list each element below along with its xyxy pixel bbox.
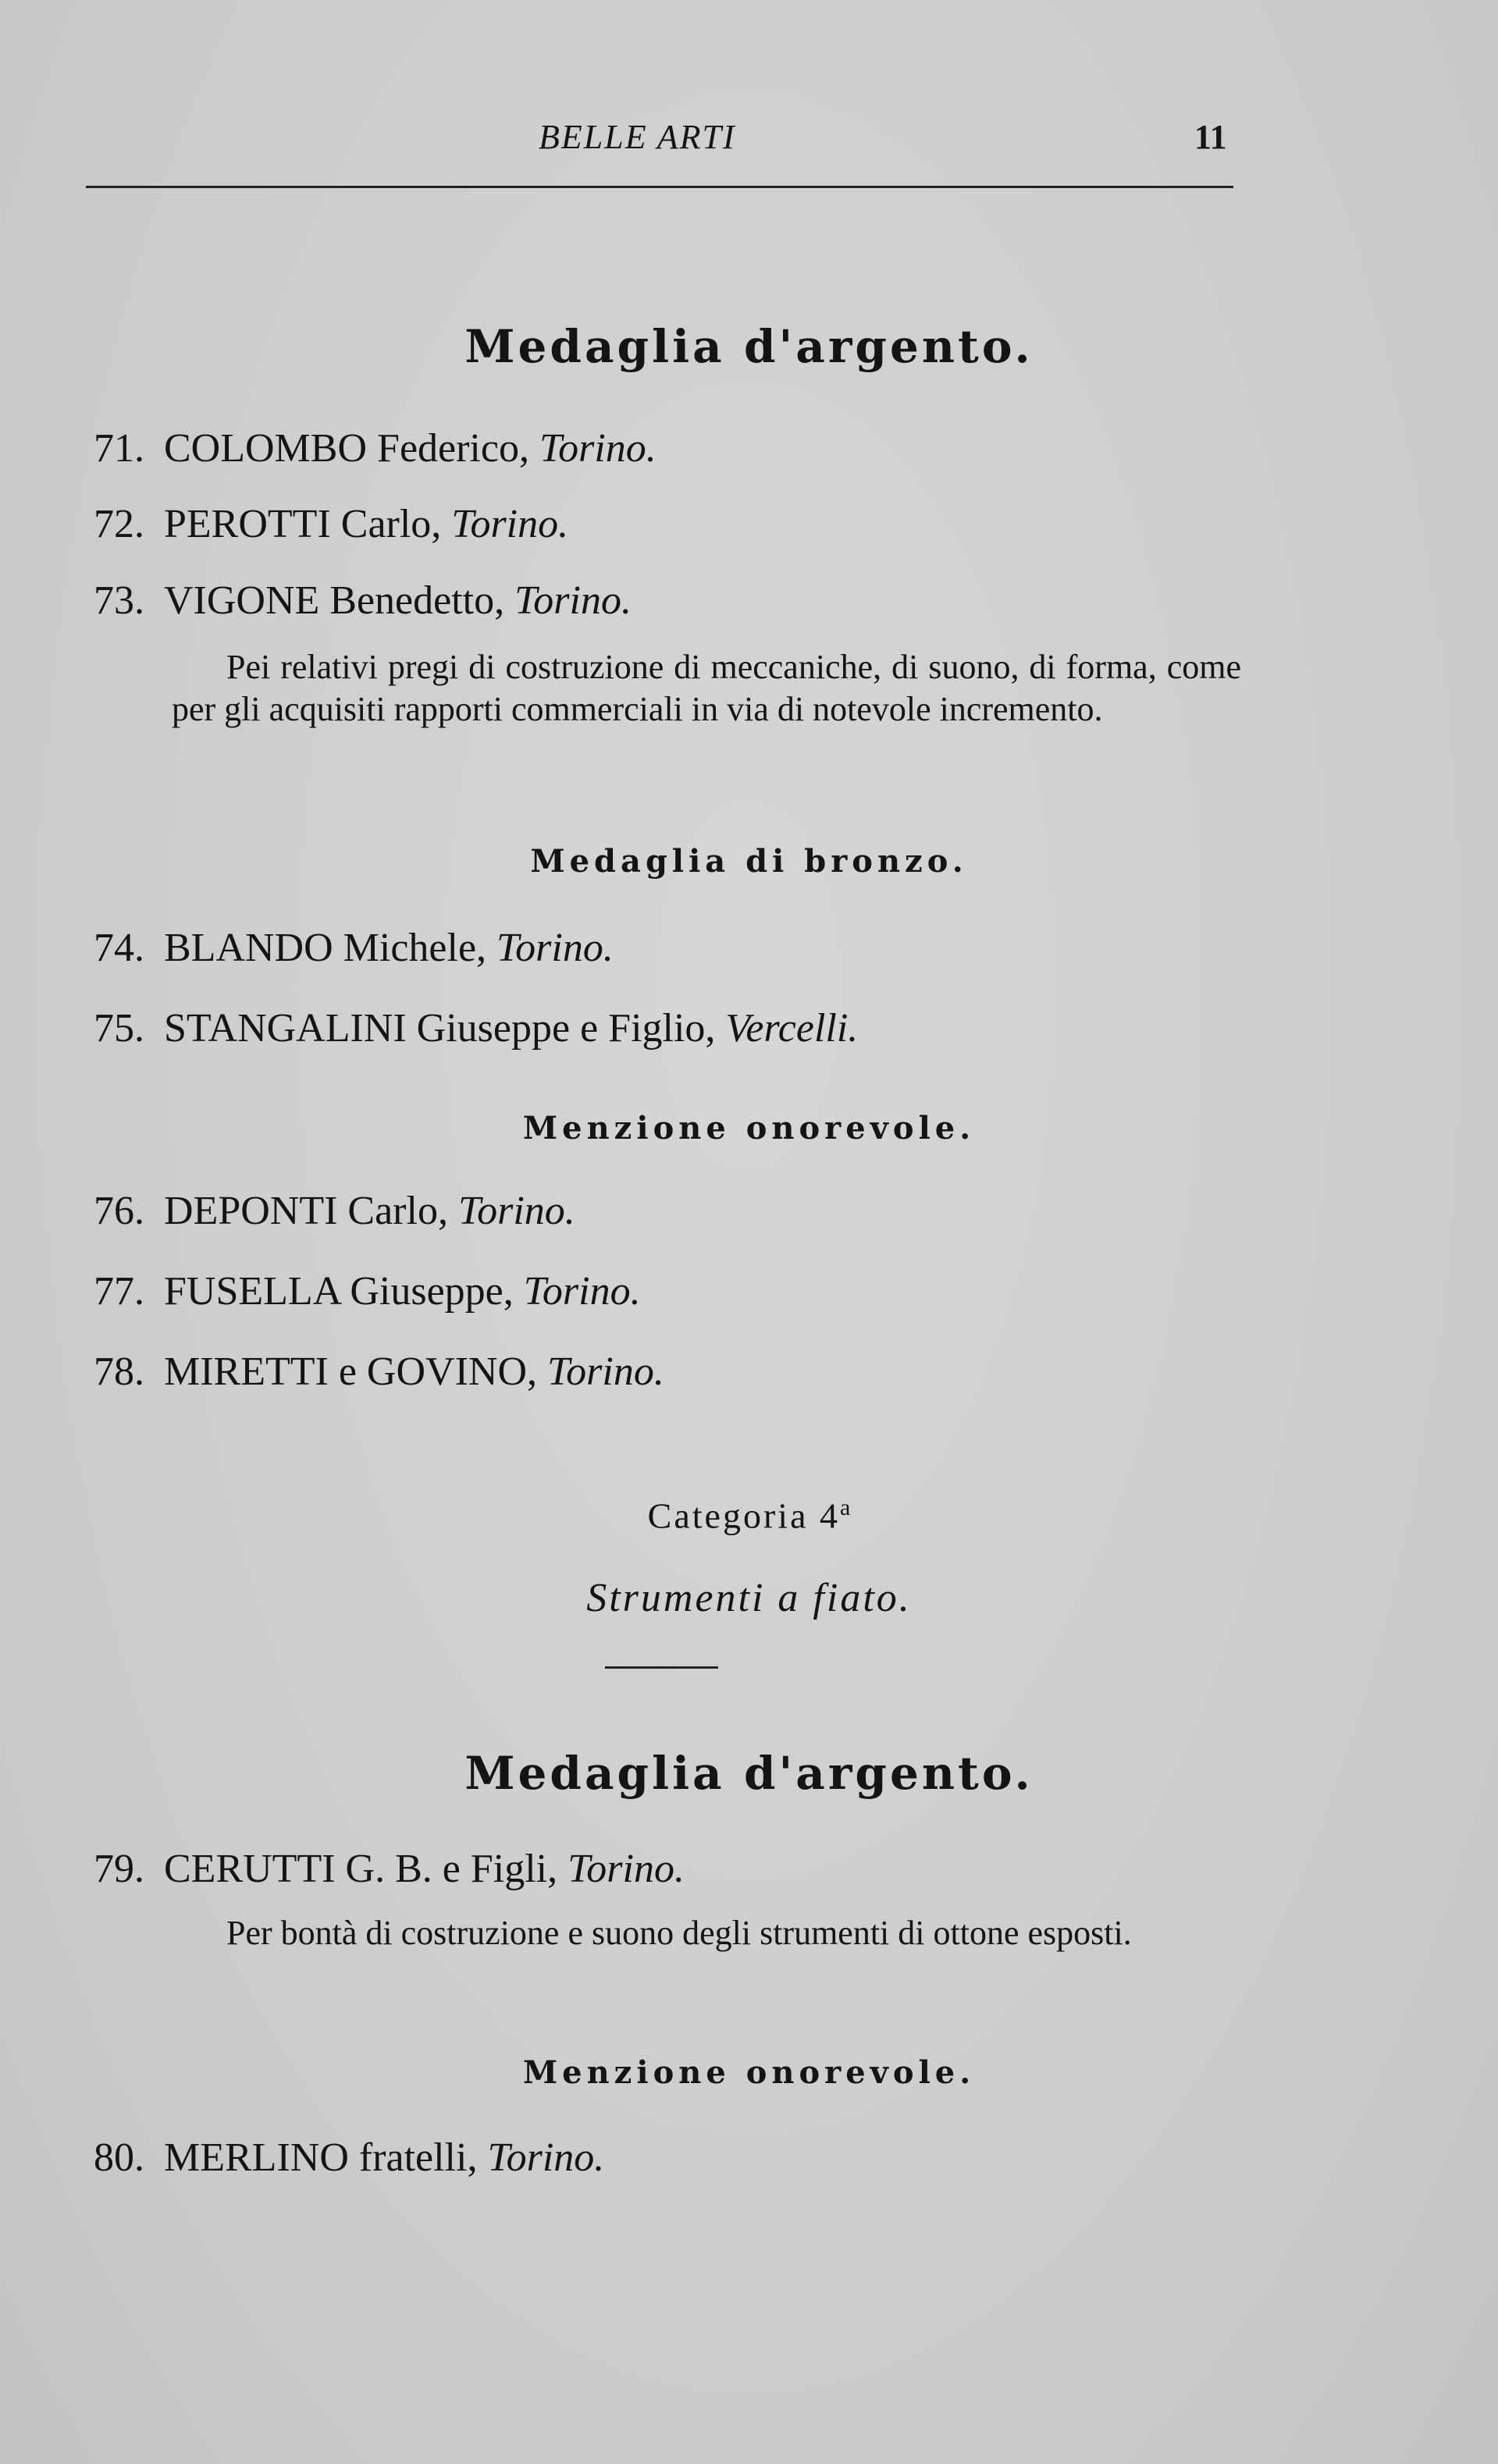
- entry-name: STANGALINI Giuseppe e Figlio,: [164, 1006, 716, 1051]
- entry-name: MIRETTI e GOVINO,: [164, 1349, 538, 1394]
- running-head: [0, 117, 1498, 172]
- entry-name: DEPONTI Carlo,: [164, 1189, 448, 1233]
- entry-city: Torino.: [451, 502, 569, 546]
- entry-city: Torino.: [568, 1847, 685, 1891]
- entry-number: 77.: [94, 1269, 144, 1314]
- entry-city: Torino.: [457, 1189, 575, 1233]
- entry-city: Torino.: [539, 426, 656, 471]
- entry-number: 80.: [94, 2135, 144, 2180]
- section-heading-silver-medal: Medaglia d'argento.: [464, 1747, 1034, 1800]
- list-item: [0, 425, 1498, 480]
- section-heading-silver-medal: Medaglia d'argento.: [464, 320, 1034, 373]
- entry-note: Pei relativi pregi di costruzione di meccaniche, di suono, di forma, come per gli acquisiti rapporti commerciali in via di notevole incremento.: [172, 648, 1241, 728]
- list-item: [0, 1188, 1498, 1243]
- list-item: [0, 925, 1498, 980]
- entry-city: Torino.: [487, 2135, 605, 2180]
- list-item: [0, 578, 1498, 632]
- section-heading-honorable-mention: Menzione onorevole.: [522, 2054, 976, 2091]
- category-heading: [0, 1495, 1498, 1536]
- entry-number: 76.: [94, 1189, 144, 1233]
- category-label: Categoria 4: [647, 1495, 840, 1536]
- list-item: [0, 501, 1498, 556]
- entry-city: Vercelli.: [725, 1006, 859, 1051]
- entry-number: 73.: [94, 578, 144, 623]
- entry-number: 72.: [94, 502, 144, 546]
- entry-city: Torino.: [523, 1269, 641, 1314]
- entry-name: PEROTTI Carlo,: [164, 502, 442, 546]
- list-item: [0, 1846, 1498, 1900]
- header-rule: [86, 186, 1233, 188]
- entry-city: Torino.: [514, 578, 632, 623]
- page-number: 11: [1194, 118, 1227, 156]
- entry-number: 75.: [94, 1006, 144, 1051]
- section-heading-honorable-mention: Menzione onorevole.: [522, 1110, 976, 1147]
- category-subtitle: Strumenti a fiato.: [586, 1576, 912, 1620]
- list-item: [0, 1349, 1498, 1403]
- section-heading-bronze-medal: Medaglia di bronzo.: [530, 843, 968, 880]
- entry-number: 79.: [94, 1847, 144, 1891]
- category-superscript: a: [839, 1495, 851, 1520]
- running-head-title: BELLE ARTI: [539, 118, 736, 156]
- entry-name: MERLINO fratelli,: [164, 2135, 478, 2180]
- entry-number: 78.: [94, 1349, 144, 1394]
- entry-number: 71.: [94, 426, 144, 471]
- list-item: [0, 2135, 1498, 2189]
- entry-name: VIGONE Benedetto,: [164, 578, 505, 623]
- entry-number: 74.: [94, 926, 144, 970]
- list-item: [0, 1005, 1498, 1060]
- entry-city: Torino.: [547, 1349, 664, 1394]
- entry-name: CERUTTI G. B. e Figli,: [164, 1847, 558, 1891]
- section-divider: [605, 1666, 718, 1669]
- entry-name: FUSELLA Giuseppe,: [164, 1269, 514, 1314]
- entry-city: Torino.: [496, 926, 614, 970]
- list-item: [0, 1268, 1498, 1323]
- entry-name: COLOMBO Federico,: [164, 426, 529, 471]
- entry-name: BLANDO Michele,: [164, 926, 487, 970]
- entry-note: Per bontà di costruzione e suono degli strumenti di ottone esposti.: [226, 1914, 1132, 1952]
